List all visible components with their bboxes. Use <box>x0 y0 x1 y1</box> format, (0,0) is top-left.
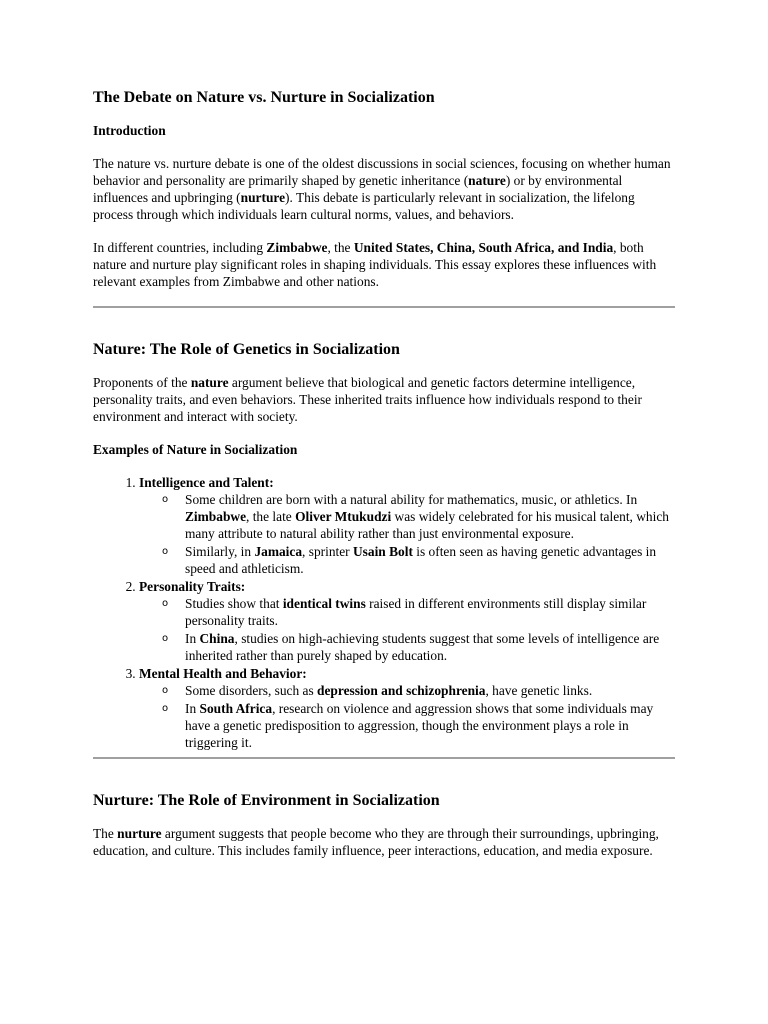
intro-paragraph-2 <box>93 239 675 290</box>
text-run: argument believe that biological and genetic factors determine intelligence, personality traits, and even behaviors. These inherited traits influence how individuals respond to their environment and interact with society. <box>93 375 642 424</box>
bold-term: nature <box>190 375 229 390</box>
text-run: Similarly, in <box>185 544 255 559</box>
text-run: , the late <box>246 509 296 524</box>
intro-heading: Introduction <box>93 123 166 138</box>
bold-term: Usain Bolt <box>353 544 413 559</box>
bold-term: nurture <box>240 190 286 205</box>
bullet-item <box>185 700 675 751</box>
bullet-item <box>185 543 675 577</box>
example-item <box>139 474 675 577</box>
text-run: ) or by environmental influences and upbringing ( <box>93 173 623 205</box>
nurture-paragraph <box>93 825 675 859</box>
text-run: argument suggests that people become who they are through their surroundings, upbringing, education, and culture. This includes family influence, peer interactions, education, and media exposure. <box>93 826 659 858</box>
bold-term: nurture <box>117 826 162 841</box>
text-run: , both nature and nurture play significant roles in shaping individuals. This essay explores these influences with relevant examples from Zimbabwe and other nations. <box>93 240 657 289</box>
nature-heading: Nature: The Role of Genetics in Socialization <box>93 341 400 358</box>
bold-term: nature <box>468 173 506 188</box>
text-run: , sprinter <box>302 544 353 559</box>
bold-term: Jamaica <box>254 544 303 559</box>
bullet-item <box>185 630 675 664</box>
bold-term: Zimbabwe <box>266 240 328 255</box>
text-run: Proponents of the <box>93 375 191 390</box>
bold-term: South Africa <box>199 701 273 716</box>
text-run: Some children are born with a natural ability for mathematics, music, or athletics. In <box>185 492 638 507</box>
text-run: , research on violence and aggression shows that some individuals may have a genetic predisposition to aggression, though the environment plays a role in triggering it. <box>185 701 654 750</box>
bold-term: Zimbabwe <box>185 509 247 524</box>
text-run: ). This debate is particularly relevant in socialization, the lifelong process through which individuals learn cultural norms, values, and behaviors. <box>93 190 635 222</box>
bullet-item <box>185 491 675 542</box>
text-run: Studies show that <box>185 596 283 611</box>
document-title: The Debate on Nature vs. Nurture in Socialization <box>93 89 435 106</box>
bold-term: China <box>199 631 235 646</box>
section-divider <box>93 757 675 759</box>
bullet-list <box>139 491 675 577</box>
example-label: Mental Health and Behavior: <box>139 666 307 681</box>
bold-term: United States, China, South Africa, and India <box>353 240 614 255</box>
text-run: In <box>185 701 200 716</box>
text-run: , studies on high-achieving students suggest that some levels of intelligence are inherited rather than purely shaped by education. <box>185 631 660 663</box>
bullet-item <box>185 682 675 699</box>
example-item <box>139 578 675 664</box>
text-run: The nature vs. nurture debate is one of the oldest discussions in social sciences, focusing on whether human behavior and personality are primarily shaped by genetic inheritance ( <box>93 156 671 188</box>
text-run: In <box>185 631 200 646</box>
nature-paragraph <box>93 374 675 425</box>
text-run: In different countries, including <box>93 240 267 255</box>
examples-list <box>93 474 675 751</box>
text-run: , have genetic links. <box>485 683 593 698</box>
text-run: was widely celebrated for his musical talent, which many attribute to natural ability rather than just environmental exposure. <box>185 509 669 541</box>
intro-paragraph-1 <box>93 155 675 223</box>
bold-term: depression and schizophrenia <box>317 683 486 698</box>
text-run: raised in different environments still display similar personality traits. <box>185 596 647 628</box>
text-run: Some disorders, such as <box>185 683 318 698</box>
text-run: , the <box>327 240 354 255</box>
bold-term: Oliver Mtukudzi <box>295 509 392 524</box>
example-label: Intelligence and Talent: <box>139 475 274 490</box>
bullet-item <box>185 595 675 629</box>
examples-heading: Examples of Nature in Socialization <box>93 442 298 457</box>
bold-term: identical twins <box>282 596 366 611</box>
example-item <box>139 665 675 751</box>
section-divider <box>93 306 675 308</box>
example-label: Personality Traits: <box>139 579 246 594</box>
text-run: is often seen as having genetic advantages in speed and athleticism. <box>185 544 657 576</box>
text-run: The <box>93 826 118 841</box>
nurture-heading: Nurture: The Role of Environment in Socialization <box>93 792 440 809</box>
bullet-list <box>139 682 675 751</box>
bullet-list <box>139 595 675 664</box>
